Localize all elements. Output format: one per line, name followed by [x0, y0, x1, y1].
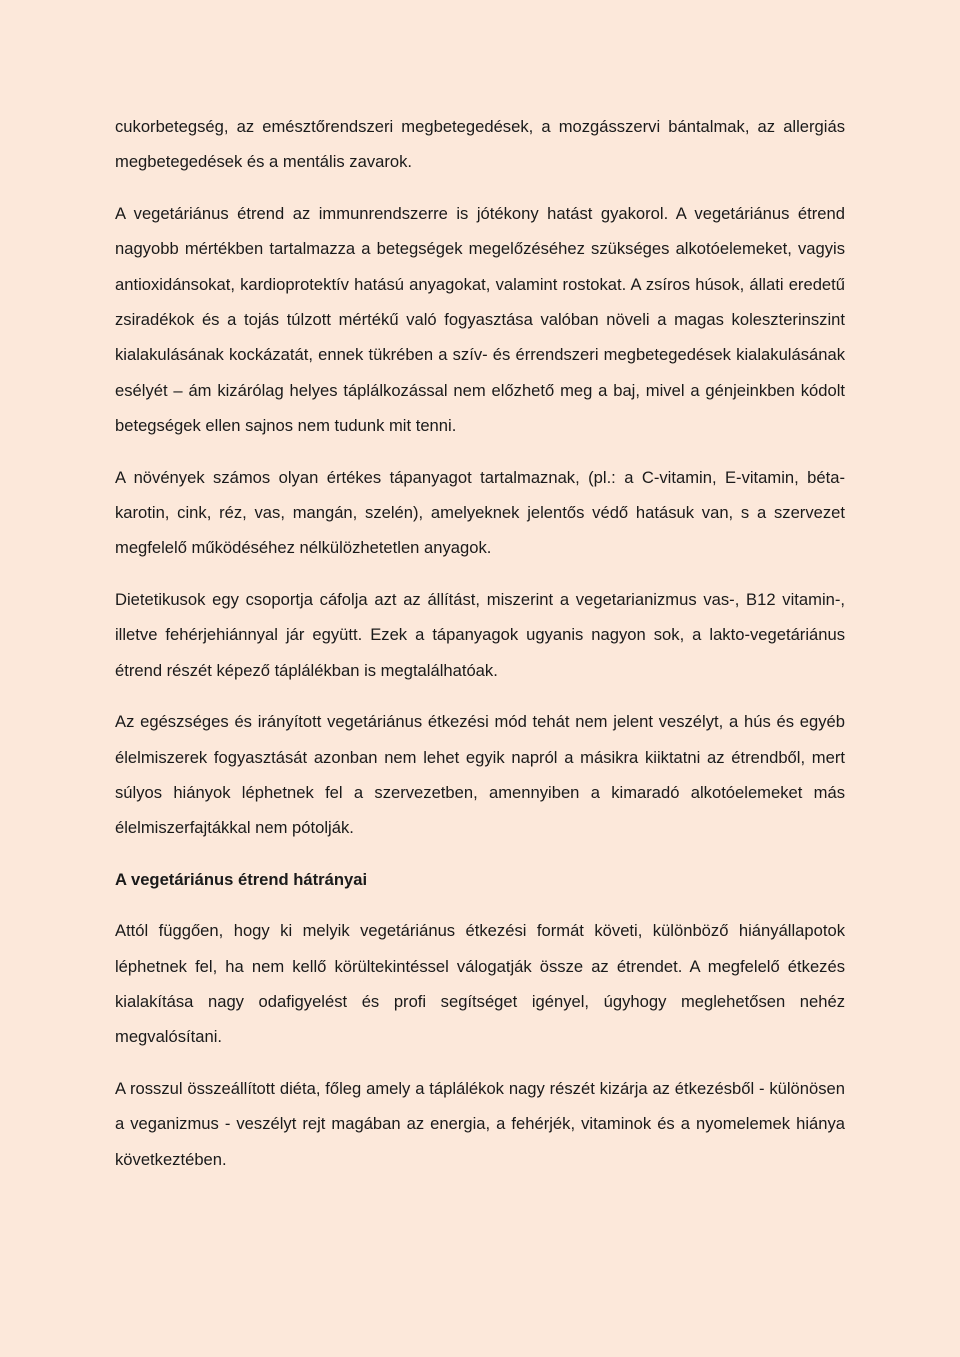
- paragraph-diseases: cukorbetegség, az emésztőrendszeri megbetegedések, a mozgásszervi bántalmak, az allergiás megbetegedések és a mentális zavarok.: [115, 117, 845, 172]
- paragraph-deficiencies: Attól függően, hogy ki melyik vegetáriánus étkezési formát követi, különböző hiányállapotok léphetnek fel, ha nem kellő körültekintéssel válogatják össze az étrendet. A megfelelő étkezés kialakítása nagy odafigyelést és profi segítséget igényel, úgyhogy meglehetősen nehéz megvalósítani.: [115, 921, 845, 1047]
- paragraph-immune-system: A vegetáriánus étrend az immunrendszerre is jótékony hatást gyakorol. A vegetáriánus étrend nagyobb mértékben tartalmazza a betegségek megelőzéséhez szükséges alkotóelemeket, vagyis antioxidánsokat, kardioprotektív hatású anyagokat, valamint rostokat. A zsíros húsok, állati eredetű zsiradékok és a tojás túlzott mértékű való fogyasztása valóban növeli a magas koleszterinszint kialakulásának kockázatát, ennek tükrében a szív- és érrendszeri megbetegedések kialakulásának esélyét – ám kizárólag helyes táplálkozással nem előzhető meg a baj, mivel a génjeinkben kódolt betegségek ellen sajnos nem tudunk mit tenni.: [115, 203, 845, 436]
- paragraph-healthy-diet: Az egészséges és irányított vegetáriánus étkezési mód tehát nem jelent veszélyt, a hús és egyéb élelmiszerek fogyasztását azonban nem lehet egyik napról a másikra kiiktatni az étrendből, mert súlyos hiányok léphetnek fel a szervezetben, amennyiben a kimaradó alkotóelemeket más élelmiszerfajtákkal nem pótolják.: [115, 712, 845, 838]
- paragraph-plant-nutrients: A növények számos olyan értékes tápanyagot tartalmaznak, (pl.: a C-vitamin, E-vitamin, béta-karotin, cink, réz, vas, mangán, szelén), amelyeknek jelentős védő hatásuk van, s a szervezet megfelelő működéséhez nélkülözhetetlen anyagok.: [115, 467, 845, 558]
- section-heading-disadvantages: A vegetáriánus étrend hátrányai: [115, 869, 368, 889]
- paragraph-dietitians: Dietetikusok egy csoportja cáfolja azt az állítást, miszerint a vegetarianizmus vas-, B12 vitamin-, illetve fehérjehiánnyal jár együtt. Ezek a tápanyagok ugyanis nagyon sok, a lakto-vegetáriánus étrend részét képező táplálékban is megtalálhatóak.: [115, 589, 845, 680]
- paragraph-poor-diet: A rosszul összeállított diéta, főleg amely a táplálékok nagy részét kizárja az étkezésből - különösen a veganizmus - veszélyt rejt magában az energia, a fehérjék, vitaminok és a nyomelemek hiánya következtében.: [115, 1078, 845, 1169]
